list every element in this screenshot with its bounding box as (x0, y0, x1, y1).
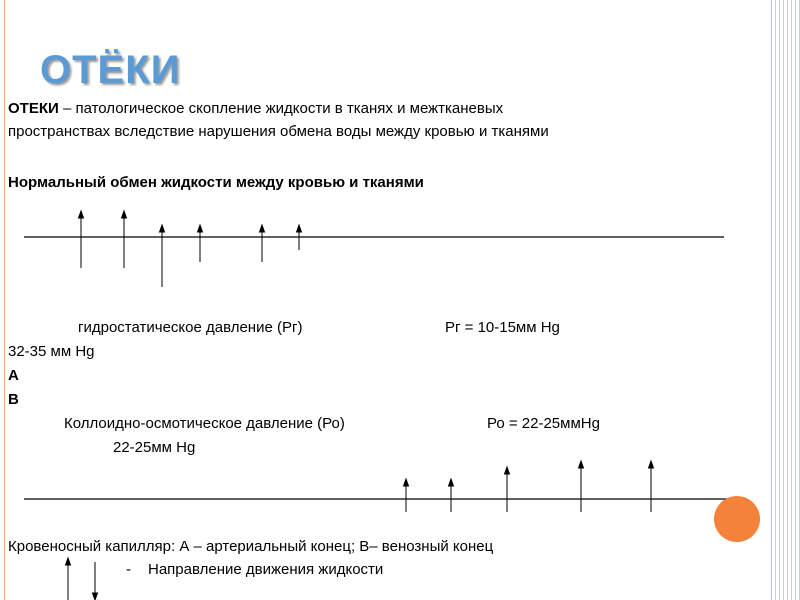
arrow-down-icon (93, 562, 98, 600)
letter-a: А (8, 367, 19, 384)
arrow-up-icon (122, 211, 127, 268)
arrow-up-icon (649, 461, 654, 512)
capillary-caption: Кровеносный капилляр: А – артериальный конец; В– венозный конец (8, 538, 494, 555)
letter-b: В (8, 391, 19, 408)
arrow-up-icon (260, 225, 265, 262)
subtitle: Нормальный обмен жидкости между кровью и тканями (8, 174, 424, 191)
colloid-value: 22-25мм Hg (113, 439, 196, 456)
arrow-up-icon (505, 467, 510, 512)
arrow-up-icon (449, 479, 454, 512)
hydrostatic-formula: Рг = 10-15мм Hg (445, 319, 560, 336)
accent-circle (714, 496, 760, 542)
arrow-up-icon (160, 225, 165, 287)
definition-line-2: пространствах вследствие нарушения обмена воды между кровью и тканями (8, 123, 549, 140)
legend-text: Направление движения жидкости (148, 561, 384, 578)
hydrostatic-value: 32-35 мм Hg (8, 343, 95, 360)
arrow-up-icon (404, 479, 409, 512)
definition-term: ОТЕКИ (8, 100, 59, 117)
arrow-up-icon (198, 225, 203, 262)
arrow-up-icon (579, 461, 584, 512)
hydrostatic-label: гидростатическое давление (Рг) (78, 319, 303, 336)
slide-title: ОТЁКИ (40, 48, 181, 92)
legend-dash: - (126, 561, 131, 578)
arrow-up-icon (66, 558, 71, 600)
arrow-up-icon (79, 211, 84, 268)
colloid-label: Коллоидно-осмотическое давление (Ро) (64, 415, 345, 432)
colloid-formula: Ро = 22-25ммHg (487, 415, 600, 432)
definition-text: – патологическое скопление жидкости в тканях и межтканевых (58, 100, 504, 117)
